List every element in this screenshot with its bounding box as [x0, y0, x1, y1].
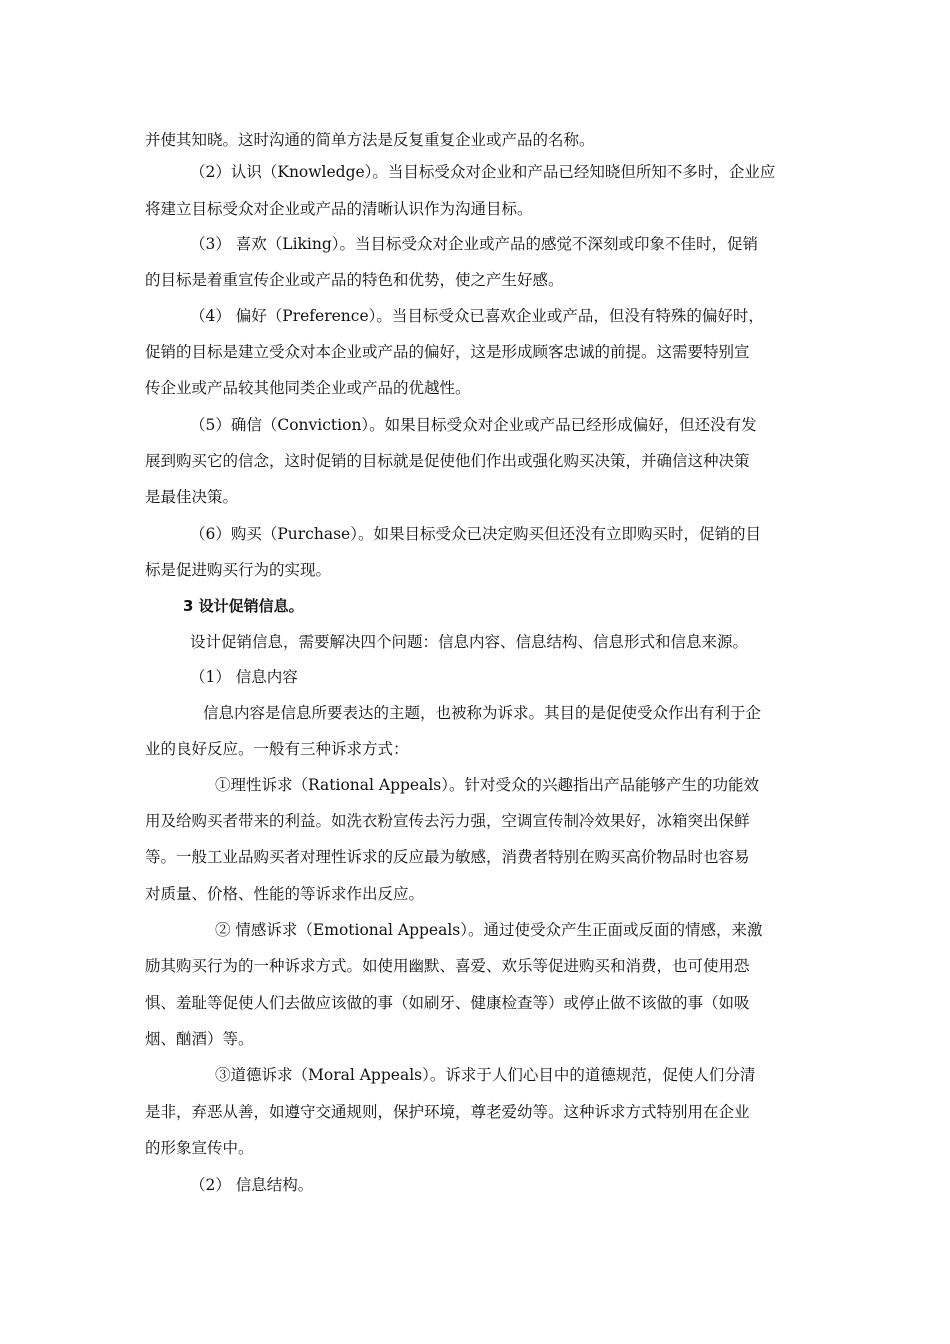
- text-line: 烟、酗酒）等。: [145, 1030, 254, 1048]
- text-line: 展到购买它的信念，这时促销的目标就是促使他们作出或强化购买决策，并确信这种决策: [145, 452, 750, 470]
- text-line: 将建立目标受众对企业或产品的清晰认识作为沟通目标。: [145, 200, 533, 218]
- text-line: （5）确信（Conviction）。如果目标受众对企业或产品已经形成偏好，但还没有发: [190, 416, 757, 434]
- text-line: 等。一般工业品购买者对理性诉求的反应最为敏感，消费者特别在购买高价物品时也容易: [145, 848, 750, 866]
- text-line: 并使其知晓。这时沟通的简单方法是反复重复企业或产品的名称。: [145, 131, 595, 149]
- section-heading: 3 设计促销信息。: [183, 597, 304, 615]
- text-line: 是非，弃恶从善，如遵守交通规则，保护环境，尊老爱幼等。这种诉求方式特别用在企业: [145, 1103, 750, 1121]
- text-line: 励其购买行为的一种诉求方式。如使用幽默、喜爱、欢乐等促进购买和消费，也可使用恐: [145, 957, 750, 975]
- text-line: 用及给购买者带来的利益。如洗衣粉宣传去污力强，空调宣传制冷效果好，冰箱突出保鲜: [145, 812, 750, 830]
- text-line: 信息内容是信息所要表达的主题，也被称为诉求。其目的是促使受众作出有利于企: [203, 704, 762, 722]
- text-line: ①理性诉求（Rational Appeals）。针对受众的兴趣指出产品能够产生的功能效: [215, 776, 760, 794]
- text-line: ③道德诉求（Moral Appeals）。诉求于人们心目中的道德规范，促使人们分清: [215, 1066, 756, 1084]
- text-line: 是最佳决策。: [145, 488, 239, 506]
- text-line: （1） 信息内容: [190, 668, 298, 686]
- text-line: ② 情感诉求（Emotional Appeals）。通过使受众产生正面或反面的情感，来激: [215, 921, 763, 939]
- text-line: 业的良好反应。一般有三种诉求方式：: [145, 740, 409, 758]
- text-line: （6）购买（Purchase）。如果目标受众已决定购买但还没有立即购买时，促销的目: [190, 525, 761, 543]
- text-line: （2）认识（Knowledge）。当目标受众对企业和产品已经知晓但所知不多时，企业应: [190, 163, 776, 181]
- text-line: 的目标是着重宣传企业或产品的特色和优势，使之产生好感。: [145, 271, 564, 289]
- text-line: （2） 信息结构。: [190, 1176, 314, 1194]
- text-line: 传企业或产品较其他同类企业或产品的优越性。: [145, 379, 471, 397]
- text-line: 的形象宣传中。: [145, 1139, 254, 1157]
- text-line: 惧、羞耻等促使人们去做应该做的事（如刷牙、健康检查等）或停止做不该做的事（如吸: [145, 994, 750, 1012]
- text-line: 对质量、价格、性能的等诉求作出反应。: [145, 885, 425, 903]
- text-line: 设计促销信息，需要解决四个问题：信息内容、信息结构、信息形式和信息来源。: [190, 633, 749, 651]
- text-line: 促销的目标是建立受众对本企业或产品的偏好，这是形成顾客忠诚的前提。这需要特别宣: [145, 343, 750, 361]
- text-line: 标是促进购买行为的实现。: [145, 561, 332, 579]
- text-line: （3） 喜欢（Liking）。当目标受众对企业或产品的感觉不深刻或印象不佳时，促销: [190, 235, 759, 253]
- text-line: （4） 偏好（Preference）。当目标受众已喜欢企业或产品，但没有特殊的偏好时，: [190, 307, 764, 325]
